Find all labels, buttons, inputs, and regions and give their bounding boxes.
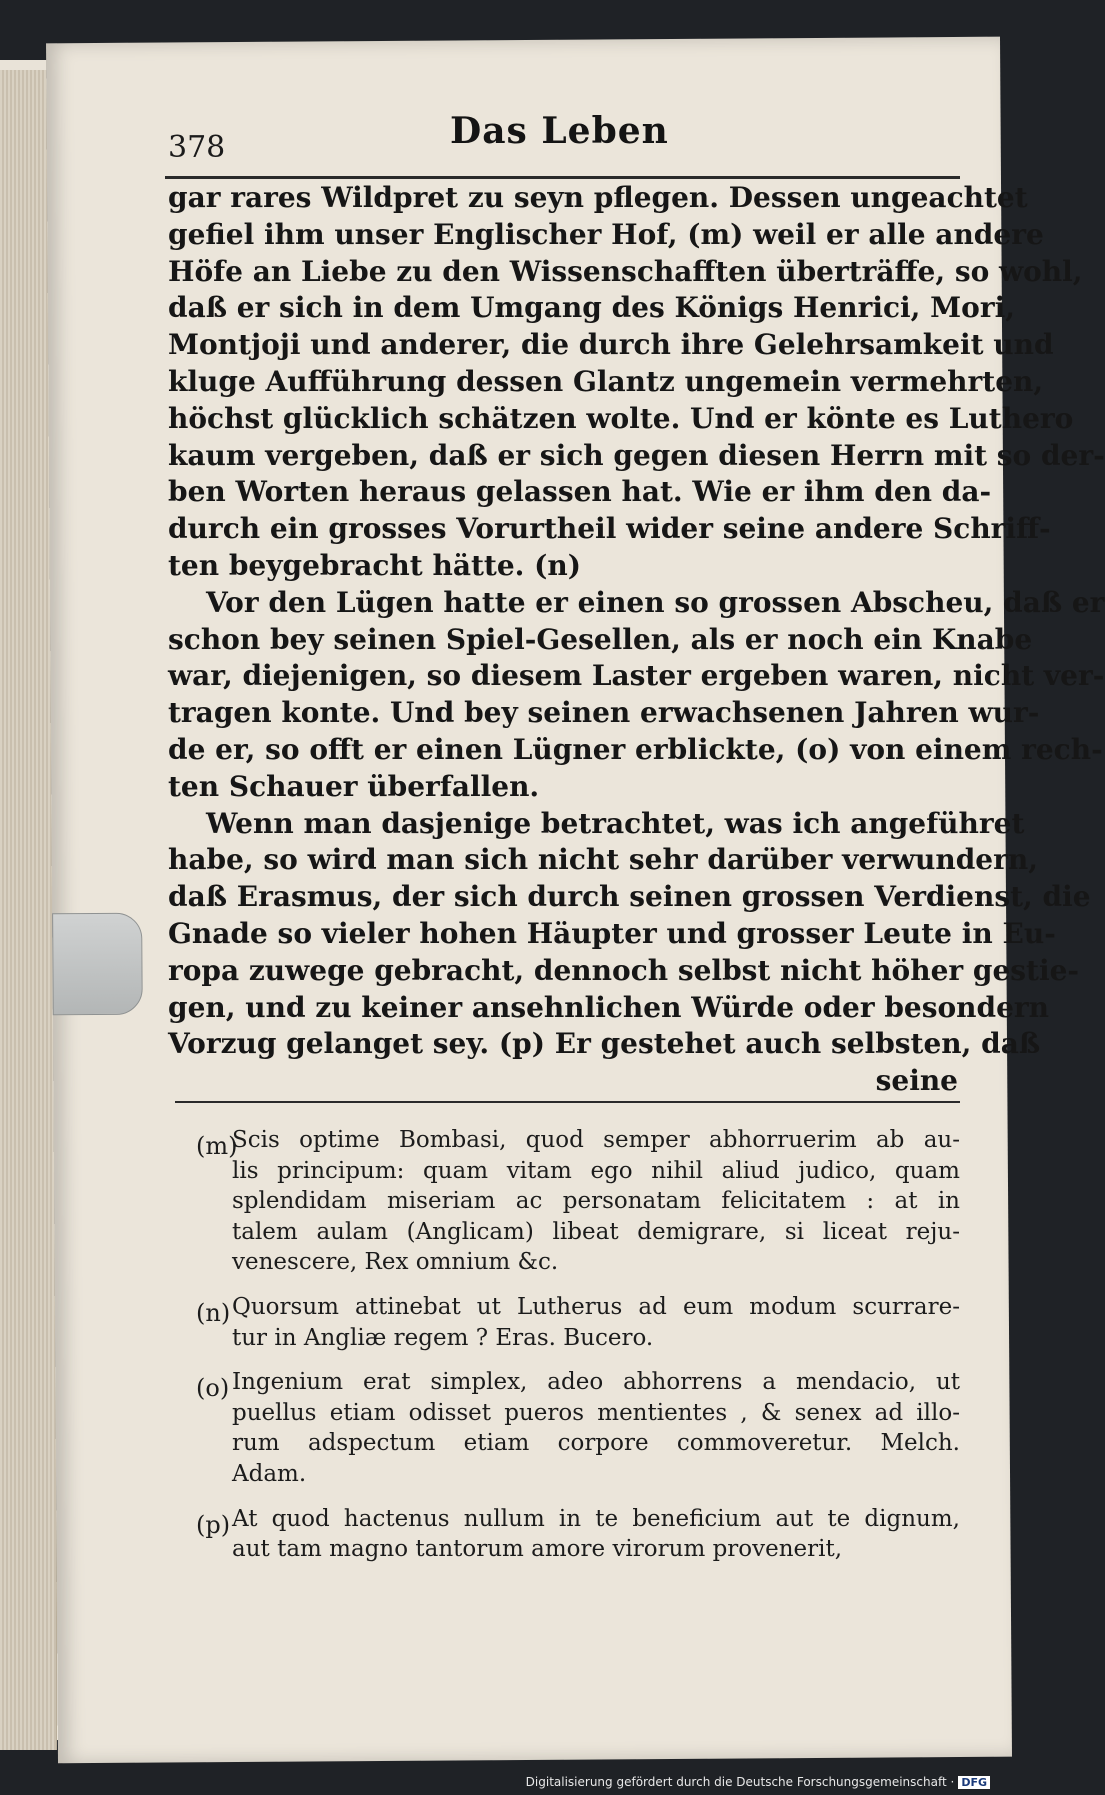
text-line: gar rares Wildpret zu seyn pflegen. Dessen ungeachtet [168,181,1028,214]
text-line: Höfe an Liebe zu den Wissenschafften überträffe, so wohl, [168,254,1083,288]
text-line: daß Erasmus, der sich durch seinen grossen Verdienst, die [168,880,1091,914]
page-header [150,100,960,165]
footnote-line: splendidam miseriam ac personatam felicitatem : at in [232,1188,960,1215]
footnote-line: rum adspectum etiam corpore commoveretur. Melch. [232,1430,960,1457]
footnote-line: venescere, Rex omnium &c. [232,1249,559,1276]
text-line: ten beygebracht hätte. (n) [168,548,581,582]
text-line: schon bey seinen Spiel-Gesellen, als er noch ein Knabe [168,622,1033,656]
footnote-line: Scis optime Bombasi, quod semper abhorruerim ab au- [232,1127,960,1153]
footnote-line: Quorsum attinebat ut Lutherus ad eum modum scurrare- [232,1293,960,1320]
page-clip [52,913,143,1016]
header-rule [165,176,960,179]
footnote-p [196,1504,960,1565]
text-line: Wenn man dasjenige betrachtet, was ich angeführet [206,806,1025,840]
footnote-m [196,1125,960,1278]
footnote-line: At quod hactenus nullum in te beneficium aut te dignum, [232,1505,960,1532]
footnote-mark: (m) [196,1132,238,1160]
dfg-logo: DFG [958,1776,990,1789]
text-line: gen, und zu keiner ansehnlichen Würde oder besondern [168,990,1050,1024]
credit-text: Digitalisierung gefördert durch die Deutsche Forschungsgemeinschaft · [525,1775,955,1789]
footnote-line: Ingenium erat simplex, adeo abhorrens a mendacio, ut [232,1369,960,1396]
footnote-line: lis principum: quam vitam ego nihil aliud judico, quam [232,1157,960,1184]
footnote-line: talem aulam (Anglicam) libeat demigrare, si liceat reju- [232,1218,960,1245]
text-line: Vorzug gelanget sey. (p) Er gestehet auch selbsten, daß [168,1027,1041,1061]
catchword: seine [875,1064,958,1098]
footnote-line: tur in Angliæ regem ? Eras. Bucero. [232,1324,654,1351]
footnote-mark: (o) [196,1374,230,1403]
text-line: gefiel ihm unser Englischer Hof, (m) weil er alle andere [168,217,1044,251]
text-line: Vor den Lügen hatte er einen so grossen Abscheu, daß er [206,585,1105,619]
text-line: ben Worten heraus gelassen hat. Wie er ihm den da- [168,475,992,509]
footnote-line: puellus etiam odisset pueros mentientes , & senex ad illo- [232,1399,960,1426]
text-line: höchst glücklich schätzen wolte. Und er könte es Luthero [168,401,1074,435]
page-number: 378 [168,130,226,165]
footnotes [196,1125,960,1579]
text-line: ropa zuwege gebracht, dennoch selbst nicht höher gestie- [168,953,1080,987]
running-title: Das Leben [450,110,669,152]
text-line: de er, so offt er einen Lügner erblickte, (o) von einem rech- [168,732,1103,766]
footnote-o [196,1367,960,1489]
footnote-rule [175,1101,960,1103]
footnote-line: aut tam magno tantorum amore virorum provenerit, [232,1536,843,1563]
text-line: kaum vergeben, daß er sich gegen diesen Herrn mit so der- [168,438,1105,472]
footnote-mark: (n) [196,1298,231,1327]
text-line: Montjoji und anderer, die durch ihre Gelehrsamkeit und [168,328,1054,362]
footnote-n [196,1292,960,1353]
text-line: kluge Aufführung dessen Glantz ungemein vermehrten, [168,364,1044,398]
text-line: ten Schauer überfallen. [168,769,540,803]
text-line: war, diejenigen, so diesem Laster ergeben waren, nicht ver- [168,659,1105,693]
text-line: habe, so wird man sich nicht sehr darüber verwundern, [168,843,1038,877]
text-line: Gnade so vieler hohen Häupter und grosser Leute in Eu- [168,916,1056,950]
text-line: daß er sich in dem Umgang des Königs Henrici, Mori, [168,291,1015,325]
footnote-mark: (p) [196,1510,231,1539]
digitization-credit [526,1775,990,1789]
text-line: tragen konte. Und bey seinen erwachsenen Jahren wur- [168,696,1040,730]
main-text [168,180,1105,1100]
footnote-line: Adam. [232,1460,307,1487]
text-line: durch ein grosses Vorurtheil wider seine andere Schriff- [168,512,1051,546]
